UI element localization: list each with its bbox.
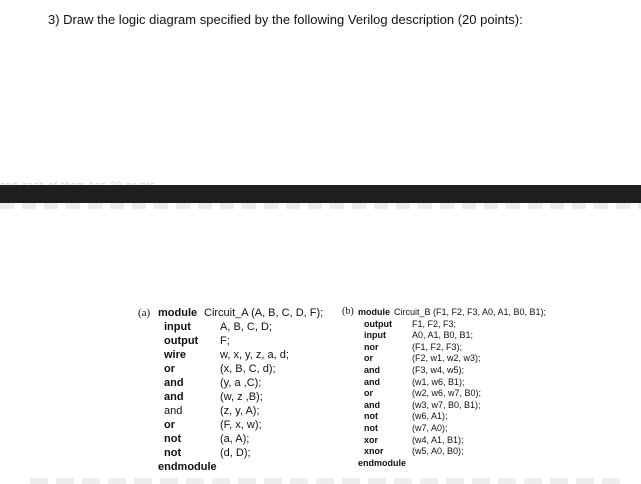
code-args: (x, B, C, d); [220,363,276,375]
keyword: and [164,377,184,389]
module-a-label: (a) [138,307,151,319]
code-args: (z, y, A); [220,405,260,417]
keyword: or [164,363,175,375]
code-args: (w3, w7, B0, B1); [412,399,481,410]
question-heading: 3) Draw the logic diagram specified by the following Verilog description (20 points): [48,12,523,27]
keyword: input [164,321,191,333]
code-args: (w1, w6, B1); [412,376,465,387]
module-keyword: module [358,307,391,317]
code-args: (w2, w6, w7, B0); [412,388,482,399]
keyword: and [364,376,381,387]
code-args: (F3, w4, w5); [412,364,465,375]
code-args: (a, A); [220,433,250,445]
keyword: xnor [364,446,384,457]
keyword: and [164,405,183,417]
code-args: (F2, w1, w2, w3); [412,353,481,364]
code-args: w, x, y, z, a, d; [220,349,289,361]
keyword: and [364,364,381,375]
keyword: not [164,447,182,459]
keyword: output [364,318,392,329]
code-args: A0, A1, B0, B1; [412,330,474,341]
keyword: or [364,353,373,364]
keyword: or [364,388,373,399]
code-args: (w, z ,B); [220,391,263,403]
module-a-signature: Circuit_A (A, B, C, D, F); [204,307,324,319]
keyword: and [164,391,184,403]
module-b-label: (b) [342,306,354,317]
code-args: A, B, C, D; [220,321,272,333]
endmodule-keyword: endmodule [158,461,217,473]
code-args: (F1, F2, F3); [412,341,463,352]
keyword: and [364,399,381,410]
code-args: (w7, A0); [412,422,448,433]
keyword: not [364,422,378,433]
code-args: (w6, A1); [412,411,448,422]
code-args: F; [220,335,230,347]
code-args: (w4, A1, B1); [412,434,464,445]
faint-cutoff-line [0,203,641,209]
code-args: (F, x, w); [220,419,262,431]
keyword: wire [164,349,187,361]
keyword: not [164,433,182,445]
endmodule-keyword: endmodule [358,457,407,468]
faint-cutoff-line-bottom [30,478,620,484]
code-args: (y, a ,C); [220,377,262,389]
keyword: not [364,411,378,422]
keyword: nor [364,341,379,352]
dark-separator-band [0,185,641,203]
code-args: (d, D); [220,447,251,459]
module-keyword: module [158,307,198,319]
module-b-signature: Circuit_B (F1, F2, F3, A0, A1, B0, B1); [394,307,547,317]
keyword: input [364,330,386,341]
code-args: (w5, A0, B0); [412,446,464,457]
keyword: or [164,419,175,431]
code-args: F1, F2, F3; [412,318,457,329]
keyword: xor [364,434,379,445]
keyword: output [164,335,199,347]
